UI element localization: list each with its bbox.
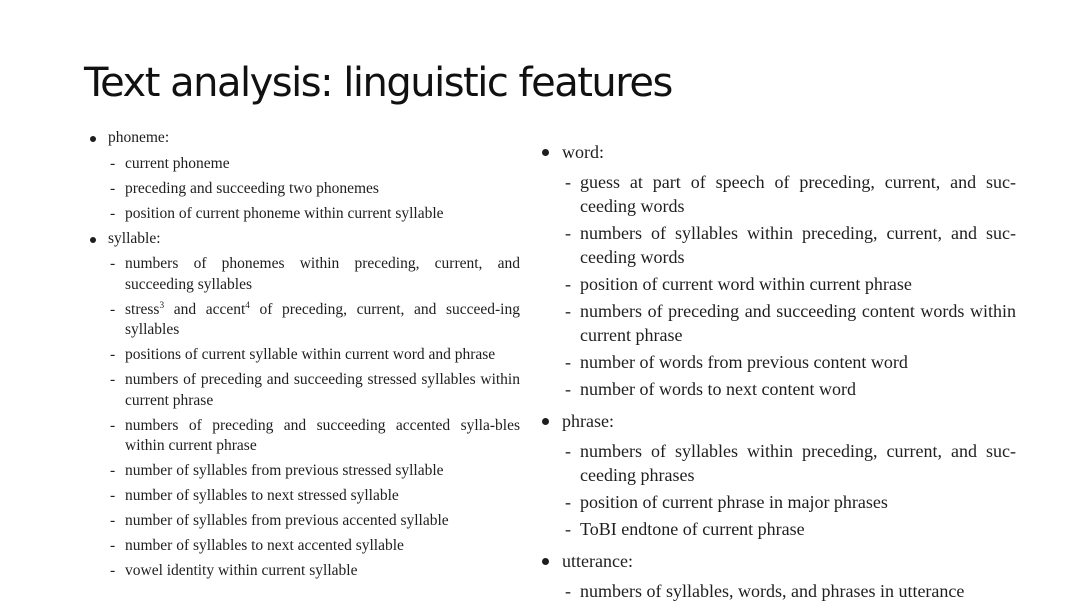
list-dash: -	[110, 512, 116, 529]
feature-text: positions of current syllable within current word and phrase	[125, 346, 496, 363]
section-heading	[540, 549, 1016, 573]
feature-text: number of syllables from previous accented syllable	[125, 512, 449, 529]
feature-text: position of current phoneme within current syllable	[125, 204, 444, 222]
feature-item	[540, 350, 1016, 374]
feature-item	[88, 370, 520, 411]
feature-text: number of words from previous content word	[580, 352, 908, 372]
list-dash: -	[565, 274, 571, 294]
list-dash: -	[110, 179, 116, 197]
feature-item	[88, 561, 520, 582]
list-dash: -	[110, 487, 116, 504]
bullet-dot	[90, 136, 96, 142]
feature-text: ToBI endtone of current phrase	[580, 519, 805, 539]
right-feature-column	[540, 140, 1016, 606]
section-heading	[540, 140, 1016, 164]
bullet-dot	[90, 237, 96, 243]
feature-text: guess at part of speech of preceding, current, and suc-ceeding words	[580, 172, 1016, 216]
list-dash: -	[565, 352, 571, 372]
list-dash: -	[110, 300, 116, 318]
feature-text: position of current phrase in major phrases	[580, 492, 888, 512]
list-dash: -	[110, 154, 116, 172]
feature-item	[540, 377, 1016, 401]
section-label: word:	[562, 142, 604, 162]
feature-item	[540, 170, 1016, 218]
feature-item	[88, 511, 520, 532]
section-heading	[540, 409, 1016, 433]
list-dash: -	[565, 301, 571, 321]
feature-text: numbers of syllables within preceding, current, and suc-ceeding phrases	[580, 441, 1016, 485]
feature-item	[88, 254, 520, 295]
list-dash: -	[110, 204, 116, 222]
feature-text	[125, 301, 520, 339]
list-dash: -	[565, 223, 571, 243]
section-heading	[88, 128, 520, 149]
list-dash: -	[565, 441, 571, 461]
list-dash: -	[565, 172, 571, 192]
feature-text: numbers of syllables, words, and phrases in utterance	[580, 581, 965, 601]
section-label: phrase:	[562, 411, 614, 431]
feature-section	[88, 229, 520, 582]
feature-text: numbers of preceding and succeeding stressed syllables within current phrase	[125, 371, 520, 409]
feature-text-part: and accent	[164, 300, 246, 318]
feature-item	[540, 272, 1016, 296]
left-feature-column	[88, 128, 520, 586]
feature-item	[540, 490, 1016, 514]
feature-text: vowel identity within current syllable	[125, 562, 358, 579]
feature-item	[88, 345, 520, 366]
feature-text: preceding and succeeding two phonemes	[125, 179, 379, 197]
bullet-dot	[542, 149, 549, 156]
list-dash: -	[110, 537, 116, 554]
feature-list	[540, 579, 1016, 603]
feature-item	[88, 154, 520, 175]
feature-item	[540, 517, 1016, 541]
list-dash: -	[110, 346, 116, 363]
feature-section	[540, 409, 1016, 541]
list-dash: -	[110, 255, 116, 272]
feature-item	[88, 204, 520, 225]
feature-item	[88, 300, 520, 341]
feature-text: number of syllables to next stressed syllable	[125, 487, 399, 504]
list-dash: -	[110, 416, 116, 434]
feature-section	[88, 128, 520, 224]
feature-text: numbers of preceding and succeeding accented sylla-bles within current phrase	[125, 416, 520, 454]
feature-item	[88, 486, 520, 507]
feature-text: current phoneme	[125, 154, 230, 172]
feature-list	[540, 439, 1016, 541]
list-dash: -	[565, 519, 571, 539]
section-heading	[88, 229, 520, 250]
bullet-dot	[542, 558, 549, 565]
feature-item	[88, 179, 520, 200]
feature-item	[540, 299, 1016, 347]
feature-text: numbers of syllables within preceding, current, and suc-ceeding words	[580, 223, 1016, 267]
feature-text: numbers of phonemes within preceding, current, and succeeding syllables	[125, 255, 520, 293]
feature-text-part: stress	[125, 300, 160, 318]
feature-text: number of syllables to next accented syllable	[125, 537, 404, 554]
feature-item	[88, 416, 520, 457]
bullet-dot	[542, 418, 549, 425]
feature-list	[88, 154, 520, 225]
section-label: syllable:	[108, 229, 161, 247]
footnote-marker: 4	[245, 300, 250, 311]
feature-text: number of syllables from previous stressed syllable	[125, 462, 444, 479]
feature-item	[88, 536, 520, 557]
feature-item	[88, 461, 520, 482]
footnote-marker: 3	[159, 300, 165, 311]
list-dash: -	[110, 371, 116, 388]
list-dash: -	[565, 379, 571, 399]
feature-text: number of words to next content word	[580, 379, 856, 399]
feature-text: numbers of preceding and succeeding content words within current phrase	[580, 301, 1016, 345]
feature-text: position of current word within current phrase	[580, 274, 912, 294]
feature-list	[88, 254, 520, 582]
list-dash: -	[110, 562, 116, 579]
list-dash: -	[565, 492, 571, 512]
feature-list	[540, 170, 1016, 401]
feature-item	[540, 439, 1016, 487]
section-label: phoneme:	[108, 129, 170, 146]
list-dash: -	[565, 581, 571, 601]
feature-item	[540, 579, 1016, 603]
feature-section	[540, 549, 1016, 603]
slide-title: Text analysis: linguistic features	[84, 60, 672, 106]
feature-item	[540, 221, 1016, 269]
list-dash: -	[110, 462, 116, 479]
section-label: utterance:	[562, 551, 633, 571]
feature-text-part: of preceding, current, and succeed-ing syllables	[125, 300, 520, 338]
feature-section	[540, 140, 1016, 401]
